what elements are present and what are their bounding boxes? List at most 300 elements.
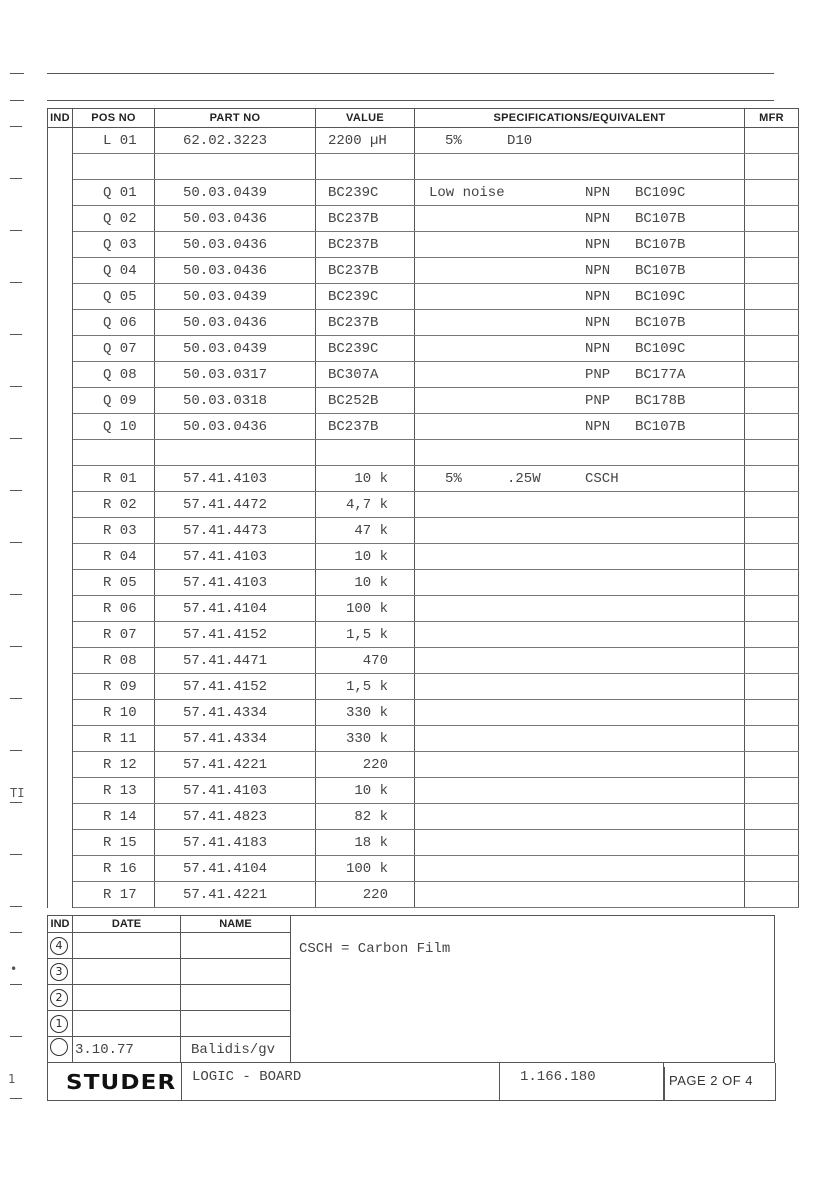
revision-name: Balidis/gv [181,1037,291,1063]
row-specifications [415,856,745,882]
row-value: 47 k [316,518,415,544]
rev-header-name: NAME [181,916,291,933]
row-ind [48,466,73,492]
row-ind [48,778,73,804]
row-part-no: 57.41.4334 [155,726,316,752]
table-row [48,778,799,804]
row-pos-no: R 11 [73,726,155,752]
page-indicator: PAGE 2 OF 4 [669,1073,754,1088]
margin-mark [10,386,22,387]
row-pos-no [73,440,155,466]
spec-spec4: BC109C [635,289,686,305]
revision-note [291,933,775,1063]
row-ind [48,882,73,908]
row-ind [48,830,73,856]
logo-cell [48,1063,182,1100]
row-specifications [415,284,745,310]
row-value: BC252B [316,388,415,414]
row-specifications [415,466,745,492]
row-mfr [745,466,799,492]
row-value: 2200 µH [316,128,415,154]
row-specifications [415,778,745,804]
row-mfr [745,414,799,440]
row-value: 470 [316,648,415,674]
row-specifications [415,232,745,258]
row-mfr [745,778,799,804]
row-ind [48,544,73,570]
revision-name [181,959,291,985]
row-pos-no: L 01 [73,128,155,154]
row-ind [48,258,73,284]
table-row [48,882,799,908]
spec-spec4: BC109C [635,341,686,357]
row-value: BC237B [316,258,415,284]
table-row [48,492,799,518]
row-mfr [745,596,799,622]
spec-spec3: NPN [585,419,611,435]
row-part-no: 57.41.4183 [155,830,316,856]
row-part-no: 57.41.4103 [155,570,316,596]
row-value: 18 k [316,830,415,856]
row-part-no: 50.03.0436 [155,258,316,284]
row-pos-no: R 09 [73,674,155,700]
row-specifications [415,336,745,362]
row-specifications [415,882,745,908]
row-pos-no: R 16 [73,856,155,882]
row-specifications [415,622,745,648]
row-specifications [415,596,745,622]
row-part-no: 50.03.0436 [155,414,316,440]
row-value: BC239C [316,284,415,310]
row-specifications [415,362,745,388]
row-ind [48,154,73,180]
table-row [48,596,799,622]
row-ind [48,622,73,648]
revision-name [181,933,291,959]
row-specifications [415,310,745,336]
row-mfr [745,492,799,518]
spec-spec3: PNP [585,393,611,409]
row-mfr [745,232,799,258]
note-text: CSCH = Carbon Film [299,940,451,957]
row-specifications [415,206,745,232]
margin-mark [10,100,24,101]
spec-spec1: 5% [445,471,462,487]
row-ind [48,232,73,258]
row-ind [48,206,73,232]
revision-date [73,985,181,1011]
spec-spec3: CSCH [585,471,619,487]
header-mfr: MFR [745,109,799,128]
spec-spec4: BC107B [635,263,686,279]
row-specifications [415,804,745,830]
spec-spec4: BC177A [635,367,686,383]
top-rule-2 [47,100,774,101]
row-mfr [745,570,799,596]
row-pos-no: Q 10 [73,414,155,440]
row-pos-no: R 01 [73,466,155,492]
row-value: BC307A [316,362,415,388]
row-part-no: 57.41.4221 [155,752,316,778]
row-mfr [745,258,799,284]
header-pos-no: POS NO [73,109,155,128]
revision-ind [48,1037,73,1063]
row-mfr [745,752,799,778]
row-specifications [415,518,745,544]
revision-date [73,959,181,985]
margin-mark [10,750,22,751]
row-value: 10 k [316,778,415,804]
row-value: 10 k [316,570,415,596]
row-pos-no: Q 07 [73,336,155,362]
row-pos-no: Q 05 [73,284,155,310]
table-row [48,752,799,778]
margin-label-one: 1 [8,1072,16,1086]
row-ind [48,570,73,596]
row-pos-no: R 05 [73,570,155,596]
row-ind [48,596,73,622]
studer-logo: STUDER [66,1070,177,1094]
row-specifications [415,648,745,674]
revision-ind [48,933,73,959]
margin-mark [10,854,22,855]
spec-spec4: BC107B [635,237,686,253]
row-part-no: 57.41.4104 [155,856,316,882]
row-mfr [745,128,799,154]
row-ind [48,388,73,414]
row-ind [48,726,73,752]
row-part-no [155,154,316,180]
row-part-no: 62.02.3223 [155,128,316,154]
row-specifications [415,544,745,570]
row-part-no: 57.41.4104 [155,596,316,622]
row-pos-no: Q 08 [73,362,155,388]
row-part-no: 50.03.0439 [155,336,316,362]
margin-mark [10,542,22,543]
row-ind [48,336,73,362]
row-ind [48,752,73,778]
margin-mark [10,932,22,933]
table-row [48,674,799,700]
doc-number-cell [500,1063,664,1100]
row-specifications [415,414,745,440]
parts-table-header [48,109,799,128]
header-ind: IND [48,109,73,128]
row-ind [48,440,73,466]
row-value: BC237B [316,310,415,336]
row-ind [48,804,73,830]
parts-table [47,108,799,908]
margin-mark [10,906,22,907]
row-specifications [415,726,745,752]
row-ind [48,310,73,336]
row-ind [48,128,73,154]
row-value: 82 k [316,804,415,830]
row-specifications [415,752,745,778]
row-pos-no: R 02 [73,492,155,518]
row-pos-no: R 08 [73,648,155,674]
table-row [48,388,799,414]
row-mfr [745,882,799,908]
rev-header-date: DATE [73,916,181,933]
row-pos-no: R 03 [73,518,155,544]
table-row [48,726,799,752]
margin-mark [10,984,22,985]
revision-date: 3.10.77 [73,1037,181,1063]
row-pos-no: Q 01 [73,180,155,206]
revision-date [73,933,181,959]
rev-header-blank [291,916,775,933]
row-specifications [415,700,745,726]
table-row [48,466,799,492]
row-pos-no: R 12 [73,752,155,778]
row-mfr [745,180,799,206]
row-pos-no: Q 04 [73,258,155,284]
row-value: 220 [316,882,415,908]
row-mfr [745,648,799,674]
row-value: 10 k [316,466,415,492]
row-mfr [745,336,799,362]
row-mfr [745,856,799,882]
row-value [316,154,415,180]
table-row [48,362,799,388]
board-title: LOGIC - BOARD [192,1069,302,1085]
row-part-no: 57.41.4103 [155,544,316,570]
spec-spec1: Low noise [429,185,505,201]
row-specifications [415,674,745,700]
row-mfr [745,440,799,466]
table-row [48,700,799,726]
revision-ind [48,1011,73,1037]
row-part-no: 57.41.4152 [155,674,316,700]
row-ind [48,362,73,388]
margin-mark [10,646,22,647]
margin-mark [10,802,22,803]
spec-spec3: NPN [585,289,611,305]
row-part-no: 50.03.0439 [155,180,316,206]
table-row [48,440,799,466]
row-specifications [415,258,745,284]
title-block [47,1063,776,1101]
row-value: BC237B [316,414,415,440]
table-row [48,804,799,830]
margin-mark [10,282,22,283]
margin-mark [10,73,24,74]
row-part-no: 50.03.0436 [155,206,316,232]
table-row [48,180,799,206]
revision-name [181,985,291,1011]
row-specifications [415,492,745,518]
row-ind [48,518,73,544]
row-mfr [745,310,799,336]
header-value: VALUE [316,109,415,128]
margin-label-ti: TI [10,786,25,800]
table-row [48,336,799,362]
row-mfr [745,674,799,700]
margin-mark [10,438,22,439]
row-pos-no: Q 02 [73,206,155,232]
row-value: 220 [316,752,415,778]
margin-mark [10,1098,22,1099]
spec-spec2: .25W [507,471,541,487]
title-cell [182,1063,500,1100]
row-pos-no: Q 06 [73,310,155,336]
spec-spec4: BC178B [635,393,686,409]
table-row [48,284,799,310]
table-row [48,570,799,596]
row-mfr [745,154,799,180]
spec-spec3: NPN [585,237,611,253]
row-part-no [155,440,316,466]
row-mfr [745,206,799,232]
table-row [48,622,799,648]
margin-mark [10,230,22,231]
row-part-no: 57.41.4471 [155,648,316,674]
revision-circle-icon: 2 [50,989,68,1007]
row-pos-no: R 10 [73,700,155,726]
row-mfr [745,830,799,856]
spec-spec1: 5% [445,133,462,149]
row-part-no: 50.03.0436 [155,310,316,336]
row-mfr [745,518,799,544]
row-specifications [415,128,745,154]
spec-spec4: BC107B [635,419,686,435]
row-value: 330 k [316,726,415,752]
row-pos-no: R 17 [73,882,155,908]
spec-spec4: BC109C [635,185,686,201]
spec-spec4: BC107B [635,211,686,227]
row-value: 4,7 k [316,492,415,518]
row-pos-no: Q 03 [73,232,155,258]
table-row [48,830,799,856]
rev-header-ind: IND [48,916,73,933]
margin-mark [10,178,22,179]
table-row [48,856,799,882]
top-rule-1 [47,73,774,74]
spec-spec4: BC107B [635,315,686,331]
row-pos-no [73,154,155,180]
row-part-no: 57.41.4473 [155,518,316,544]
row-part-no: 50.03.0436 [155,232,316,258]
row-part-no: 50.03.0317 [155,362,316,388]
row-ind [48,284,73,310]
row-part-no: 57.41.4334 [155,700,316,726]
row-ind [48,180,73,206]
row-mfr [745,726,799,752]
row-specifications [415,570,745,596]
page-cell [664,1067,775,1100]
row-part-no: 57.41.4103 [155,466,316,492]
row-value: BC237B [316,206,415,232]
row-part-no: 57.41.4221 [155,882,316,908]
revision-row [48,933,775,959]
row-value: 1,5 k [316,622,415,648]
header-specifications: SPECIFICATIONS/EQUIVALENT [415,109,745,128]
row-part-no: 57.41.4103 [155,778,316,804]
spec-spec3: NPN [585,263,611,279]
row-specifications [415,154,745,180]
row-value: BC239C [316,336,415,362]
row-pos-no: R 14 [73,804,155,830]
revision-date [73,1011,181,1037]
doc-number: 1.166.180 [520,1069,596,1085]
table-row [48,310,799,336]
row-ind [48,648,73,674]
row-pos-no: R 13 [73,778,155,804]
row-value: 10 k [316,544,415,570]
row-value: 100 k [316,596,415,622]
table-row [48,544,799,570]
row-mfr [745,804,799,830]
table-row [48,258,799,284]
spec-spec3: NPN [585,211,611,227]
row-pos-no: R 15 [73,830,155,856]
margin-dot: • [10,962,18,976]
row-ind [48,674,73,700]
spec-spec3: PNP [585,367,611,383]
row-ind [48,700,73,726]
row-part-no: 57.41.4823 [155,804,316,830]
revision-circle-icon: 1 [50,1015,68,1033]
row-ind [48,492,73,518]
row-ind [48,856,73,882]
row-part-no: 57.41.4472 [155,492,316,518]
revision-circle-icon: 3 [50,963,68,981]
margin-mark [10,1036,22,1037]
row-mfr [745,622,799,648]
margin-mark [10,334,22,335]
table-row [48,648,799,674]
table-row [48,232,799,258]
row-value: 1,5 k [316,674,415,700]
row-pos-no: R 04 [73,544,155,570]
revision-table [47,915,775,1063]
row-ind [48,414,73,440]
revision-ind [48,985,73,1011]
row-specifications [415,388,745,414]
table-row [48,128,799,154]
table-row [48,154,799,180]
row-part-no: 50.03.0318 [155,388,316,414]
row-part-no: 57.41.4152 [155,622,316,648]
spec-spec3: NPN [585,341,611,357]
margin-mark [10,126,22,127]
revision-name [181,1011,291,1037]
row-mfr [745,362,799,388]
header-part-no: PART NO [155,109,316,128]
row-value: 100 k [316,856,415,882]
row-part-no: 50.03.0439 [155,284,316,310]
table-row [48,206,799,232]
row-mfr [745,388,799,414]
row-value [316,440,415,466]
row-value: 330 k [316,700,415,726]
row-pos-no: Q 09 [73,388,155,414]
row-value: BC237B [316,232,415,258]
spec-spec3: NPN [585,315,611,331]
spec-spec2: D10 [507,133,533,149]
row-mfr [745,700,799,726]
row-specifications [415,440,745,466]
row-pos-no: R 07 [73,622,155,648]
revision-circle-icon [50,1038,68,1056]
row-value: BC239C [316,180,415,206]
row-specifications [415,180,745,206]
margin-mark [10,698,22,699]
revision-ind [48,959,73,985]
row-mfr [745,544,799,570]
row-mfr [745,284,799,310]
